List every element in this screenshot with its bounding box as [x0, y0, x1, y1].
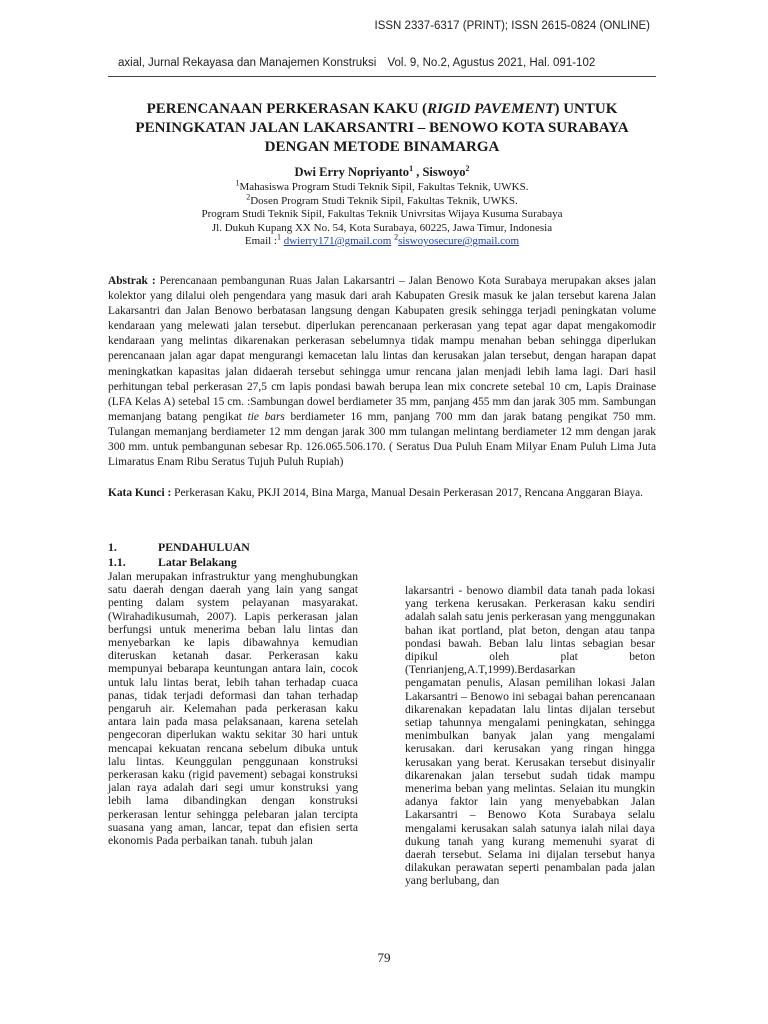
keywords-text: Perkerasan Kaku, PKJI 2014, Bina Marga, Manual Desain Perkerasan 2017, Rencana Anggaran Biaya.: [171, 487, 644, 499]
header-divider: [108, 76, 656, 77]
author-1: Dwi Erry Nopriyanto: [294, 165, 410, 179]
right-column: [405, 584, 655, 888]
page-number: 79: [377, 950, 391, 965]
author-2-sup: 2: [465, 163, 470, 173]
subsection-title: Latar Belakang: [158, 555, 237, 569]
author-separator: ,: [413, 165, 423, 179]
section-title: PENDAHULUAN: [158, 540, 250, 554]
email-2-sup: 2: [394, 232, 399, 242]
affiliation-1: [108, 178, 656, 195]
keywords-label: Kata Kunci :: [108, 487, 172, 499]
title-part1: PERENCANAAN PERKERASAN KAKU (: [146, 101, 428, 117]
email-line: [108, 232, 656, 249]
right-column-paragraph-2: pengamatan penulis, Alasan pemilihan lokasi Jalan Lakarsantri – Benowo ini sebagai bahan perencanaan dikarenakan kepadatan lalu lintas dijalan tersebut setiap tahunnya mengalami peningkatan, sehingga menimbulkan banyak jalan yang mengalami kerusakan. dari kerusakan yang ringan hingga kerusakan yang berat. Kerusakan tersebut disinyalir dikarenakan jalan tersebut sudah tidak mampu menerima beban yang melintas. Selaian itu mungkin adanya faktor lain yang menyebabkan Jalan Lakarsantri – Benowo Kota Surabaya selalu mengalami kerusakan salah satunya ialah nilai daya dukung tanah yang kurang memenuhi syarat di daerah tersebut. Selama ini dijalan tersebut hanya dilakukan perawatan seperti penambalan pada jalan yang berlubang, dan: [405, 676, 655, 888]
abstract-italic: tie bars: [247, 410, 285, 423]
journal-volume: Vol. 9, No.2, Agustus 2021, Hal. 091-102: [387, 57, 596, 69]
affiliation-address: Jl. Dukuh Kupang XX No. 54, Kota Surabaya, 60225, Jawa Timur, Indonesia: [211, 221, 553, 234]
section-number: 1.: [108, 540, 117, 554]
left-column: [108, 570, 358, 847]
abstract-text-2: berdiameter 16 mm, panjang 700 mm dan jarak batang pengikat 750 mm. Tulangan memanjang berdiameter 12 mm dengan jarak 300 mm tulangan melintang berdiameter 12 mm dengan jarak 300 mm. untuk pembangunan sebesar Rp. 126.065.506.170. ( Seratus Dua Puluh Enam Milyar Enam Puluh Lima Juta Limaratus Enam Ribu Seratus Tujuh Puluh Rupiah): [108, 410, 656, 469]
left-column-text: Jalan merupakan infrastruktur yang menghubungkan satu daerah dengan daerah yang lain yang sangat penting dalam system pelayanan masyarakat. (Wirahadikusumah, 2007). Lapis perkerasan jalan berfungsi untuk menerima beban lalu lintas dan menyebarkan ke lapis dibawahnya kemudian diteruskan ketanah dasar. Perkerasan kaku mempunyai bebarapa keuntungan antara lain, cocok untuk lalu lintas berat, lebih tahan terhadap cuaca panas, tidak terjadi deformasi dan tahan terhadap pengaruh air. Kelemahan pada perkerasan kaku antara lain pada masa pelaksanaan, karena setelah pengecoran diperlukan waktu sekitar 30 hari untuk mencapai kekuatan rencana sebelum dibuka untuk lalu lintas. Keunggulan penggunaan konstruksi perkerasan kaku (rigid pavement) sebagai konstruksi jalan raya adalah dari segi umur konstruksi yang lebih lama dibandingkan dengan konstruksi perkerasan lentur sehingga pelebaran jalan tercipta suasana yang aman, lancar, tepat dan efisien serta ekonomis Pada perbaikan tanah. tubuh jalan: [108, 570, 358, 848]
email-label: Email :: [244, 235, 277, 247]
affil-1-sup: 1: [235, 178, 240, 188]
affil-1-text: Mahasiswa Program Studi Teknik Sipil, Fakultas Teknik, UWKS.: [239, 181, 529, 193]
affil-2-text: Dosen Program Studi Teknik Sipil, Fakultas Teknik, UWKS.: [250, 194, 518, 207]
authors-line: [108, 165, 656, 180]
email-1-sup: 1: [276, 232, 281, 242]
right-column-paragraph-1: lakarsantri - benowo diambil data tanah pada lokasi yang terkena kerusakan. Perkerasan kaku sendiri adalah salah satu jenis perkerasan yang menggunakan bahan ikat portland, plat beton, dengan atau tanpa pondasi bawah. Beban lalu lintas sebagian besar dipikul oleh plat beton (Tenrianjeng,A.T,1999).Berdasarkan: [405, 584, 655, 677]
subsection-heading: [108, 555, 237, 570]
paper-title: [108, 100, 656, 157]
section-heading: [108, 540, 250, 555]
affil-2-sup: 2: [246, 191, 251, 201]
affiliations: [108, 178, 656, 249]
affiliation-2: [108, 191, 656, 209]
email-1-link[interactable]: dwierry171@gmail.com: [283, 235, 392, 247]
abstract-label: Abstrak :: [108, 275, 156, 287]
email-2-link[interactable]: siswoyosecure@gmail.com: [398, 235, 520, 247]
abstract: [108, 274, 656, 470]
issn-header: ISSN 2337-6317 (PRINT); ISSN 2615-0824 (ONLINE): [374, 20, 650, 32]
journal-header: [118, 57, 654, 69]
journal-name: axial, Jurnal Rekayasa dan Manajemen Konstruksi: [118, 57, 377, 69]
abstract-text-1: Perencanaan pembangunan Ruas Jalan Lakarsantri – Jalan Benowo Kota Surabaya merupakan akses jalan kolektor yang dilalui oleh pengendara yang masuk dari arah Kabupaten Gresik masuk ke jalan tersebut karena Jalan Lakarsantri dan Jalan Benowo berbatasan langsung dengan Kabupaten gresik sehingga terjadi peningkatan volume kendaraan yang melewati jalan tersebut. diperlukan perencanaan perkerasan yang tepat agar dapat mengakomodir kendaraan yang melintas dikarenakan perkerasan sebelumnya tidak mampu menahan beban sehingga diperlukan perencanaan jalan agar dapat mengurangi kemacetan lalu lintas dan kerusakan jalan tersebut, dengan harapan dapat meningkatkan kapasitas jalan didaerah tersebut sehingga umur rencana jalan menjadi lebih lama lagi. Dari hasil perhitungan tebal perkerasan 27,5 cm lapis pondasi bawah berupa lean mix concrete setebal 10 cm, Lapis Drainase (LFA Kelas A) setebal 15 cm. :Sambungan dowel berdiameter 35 mm, panjang 455 mm dan jarak 305 mm. Sambungan memanjang batang pengikat: [108, 275, 656, 423]
subsection-number: 1.1.: [108, 555, 126, 569]
author-2: Siswoyo: [422, 165, 466, 179]
affiliation-3: Program Studi Teknik Sipil, Fakultas Teknik Univrsitas Wijaya Kusuma Surabaya: [201, 208, 563, 220]
title-italic: RIGID PAVEMENT: [427, 101, 555, 117]
keywords: [108, 486, 656, 501]
title-part2: ) UNTUK PENINGKATAN JALAN LAKARSANTRI – BENOWO KOTA SURABAYA DENGAN METODE BINAMARGA: [135, 101, 629, 155]
author-1-sup: 1: [409, 163, 414, 173]
